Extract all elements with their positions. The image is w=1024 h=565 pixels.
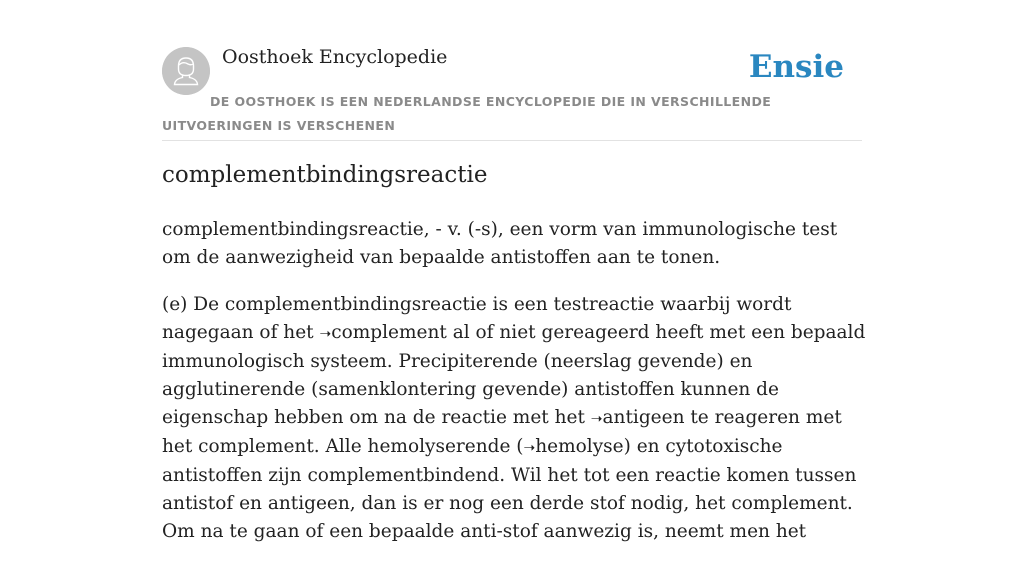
link-complement[interactable]: complement <box>331 322 447 343</box>
body-text: ) en cytotoxische antistoffen zijn complementbindend. Wil het tot een reactie komen tussen antistof en antigeen, dan is er nog een derde stof nodig, het complement. Om na te gaan of een bepaalde anti-stof aanwezig is, neemt men het <box>162 436 857 542</box>
site-subtitle: DE OOSTHOEK IS EEN NEDERLANDSE ENCYCLOPEDIE DIE IN VERSCHILLENDE UITVOERINGEN IS VERSCHENEN <box>162 94 772 133</box>
author-name[interactable]: Oosthoek Encyclopedie <box>222 46 448 68</box>
article-title: complementbindingsreactie <box>162 162 488 188</box>
link-antigeen[interactable]: antigeen <box>602 407 685 428</box>
article-intro: complementbindingsreactie, - v. (-s), een vorm van immunologische test om de aanwezigheid van bepaalde antistoffen aan te tonen. <box>162 219 838 268</box>
arrow-right-icon: ➝ <box>590 411 603 427</box>
article-content <box>162 216 867 565</box>
avatar[interactable] <box>162 47 210 95</box>
article-body <box>162 291 867 546</box>
arrow-right-icon: ➝ <box>319 326 332 342</box>
user-avatar-icon <box>162 47 210 95</box>
header <box>162 45 862 141</box>
link-hemolyse[interactable]: hemolyse <box>535 436 624 457</box>
body-text: al of niet gereageerd heeft met een bepaald immunologisch systeem. Precipiterende (neerslag gevende) en agglutinerende (samenklontering gevende) antistoffen kunnen de eigenschap hebben om na de reactie met het <box>162 322 866 428</box>
body-text: te reageren met het complement. Alle hemolyserende ( <box>162 407 842 457</box>
brand-logo[interactable]: Ensie <box>748 49 844 85</box>
body-text: (e) De complementbindingsreactie is een testreactie waarbij wordt nagegaan of het <box>162 294 792 343</box>
arrow-right-icon: ➝ <box>523 440 536 456</box>
